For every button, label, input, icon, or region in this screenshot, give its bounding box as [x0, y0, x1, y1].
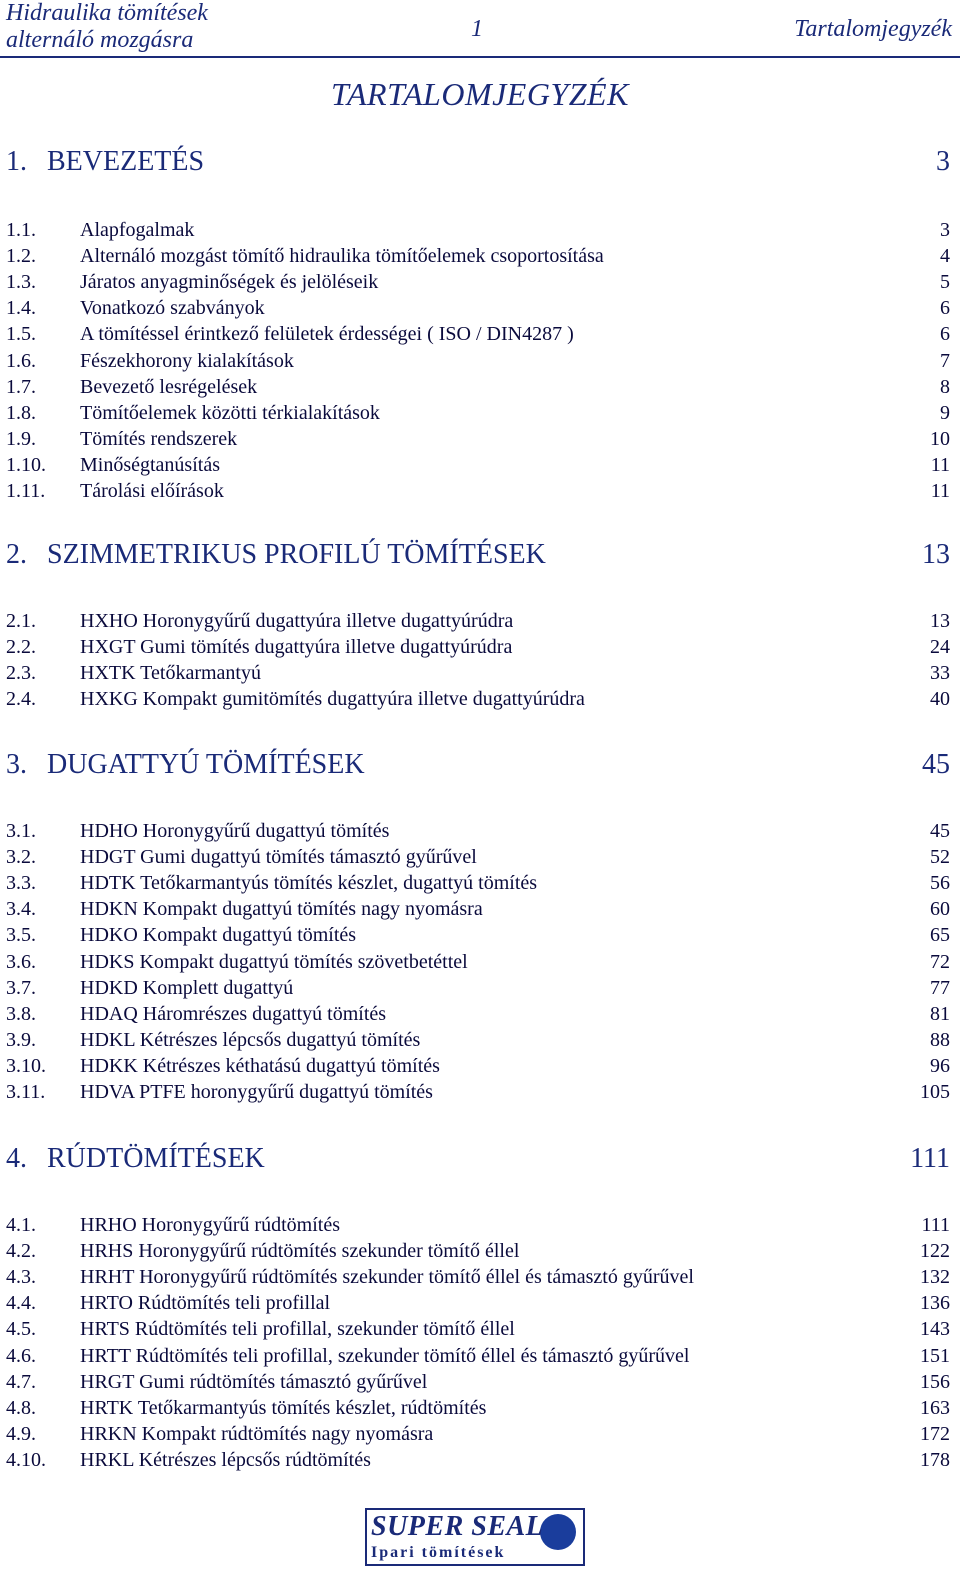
- entry-number: 3.3.: [6, 872, 36, 895]
- toc-entry[interactable]: [6, 1290, 950, 1316]
- logo-brand-text: SUPER SEAL: [371, 1511, 544, 1542]
- entry-page: 88: [930, 1028, 950, 1051]
- entry-page: 52: [930, 846, 950, 869]
- entry-title: HRTS Rúdtömítés teli profillal, szekunder tömítő éllel: [80, 1318, 515, 1341]
- entry-title: Járatos anyagminőségek és jelöléseik: [80, 271, 379, 294]
- entry-page: 3: [940, 219, 950, 241]
- logo-circle-icon: [540, 1514, 576, 1550]
- entry-page: 151: [920, 1344, 950, 1367]
- entry-number: 4.8.: [6, 1396, 36, 1419]
- entry-title: Alapfogalmak: [80, 219, 195, 241]
- toc-entry[interactable]: [6, 1369, 950, 1395]
- entry-page: 132: [920, 1266, 950, 1289]
- entry-number: 4.4.: [6, 1292, 36, 1315]
- entry-title: Vonatkozó szabványok: [80, 297, 265, 320]
- section-page: 45: [922, 749, 950, 780]
- entry-number: 1.8.: [6, 401, 36, 424]
- toc-entry[interactable]: [6, 1395, 950, 1421]
- entry-title: HDKN Kompakt dugattyú tömítés nagy nyomásra: [80, 898, 483, 921]
- toc-entry[interactable]: [6, 660, 950, 686]
- toc-entry[interactable]: [6, 1343, 950, 1369]
- toc-entry[interactable]: [6, 844, 950, 870]
- entry-number: 3.1.: [6, 820, 36, 842]
- entry-page: 65: [930, 924, 950, 947]
- toc-section-1[interactable]: [6, 145, 950, 179]
- entry-number: 3.8.: [6, 1002, 36, 1025]
- section-number: 4.: [6, 1143, 27, 1174]
- entry-page: 60: [930, 898, 950, 921]
- toc-entry[interactable]: [6, 818, 950, 844]
- entry-title: Tömítés rendszerek: [80, 427, 238, 450]
- entry-page: 13: [930, 610, 950, 632]
- entry-page: 81: [930, 1002, 950, 1025]
- section-title: DUGATTYÚ TÖMÍTÉSEK: [47, 749, 365, 780]
- entry-title: HDKK Kétrészes kéthatású dugattyú tömítés: [80, 1054, 440, 1077]
- toc-section-4[interactable]: [6, 1142, 950, 1176]
- entry-title: HDKO Kompakt dugattyú tömítés: [80, 924, 357, 947]
- toc-entry[interactable]: [6, 1001, 950, 1027]
- entry-number: 4.2.: [6, 1240, 36, 1263]
- entry-number: 1.4.: [6, 297, 36, 320]
- toc-section-2[interactable]: [6, 538, 950, 572]
- entry-number: 3.6.: [6, 950, 36, 973]
- entry-page: 77: [930, 976, 950, 999]
- entry-title: Fészekhorony kialakítások: [80, 349, 294, 372]
- entry-number: 1.9.: [6, 427, 36, 450]
- toc-entry[interactable]: [6, 870, 950, 896]
- entry-number: 1.1.: [6, 219, 36, 241]
- toc-entry[interactable]: [6, 686, 950, 712]
- entry-number: 4.3.: [6, 1266, 36, 1289]
- entry-number: 3.11.: [6, 1081, 46, 1103]
- entry-title: Tárolási előírások: [80, 480, 224, 502]
- section-page: 3: [936, 146, 950, 177]
- toc-entry[interactable]: [6, 1027, 950, 1053]
- toc-title: TARTALOMJEGYZÉK: [331, 76, 629, 112]
- super-seal-logo: [365, 1508, 587, 1568]
- entry-page: 143: [920, 1318, 950, 1341]
- toc-entry[interactable]: [6, 1316, 950, 1342]
- entry-number: 3.2.: [6, 846, 36, 869]
- toc-entry[interactable]: [6, 374, 950, 400]
- entry-number: 1.10.: [6, 453, 46, 476]
- section-number: 2.: [6, 539, 27, 570]
- toc-entry[interactable]: [6, 243, 950, 269]
- toc-section-3[interactable]: [6, 748, 950, 782]
- toc-entry[interactable]: [6, 1238, 950, 1264]
- toc-entry[interactable]: [6, 608, 950, 634]
- entry-number: 2.2.: [6, 636, 36, 659]
- entry-title: HDKS Kompakt dugattyú tömítés szövetbetéttel: [80, 950, 468, 973]
- entry-page: 10: [930, 427, 950, 450]
- section-number: 3.: [6, 749, 27, 780]
- entry-page: 4: [940, 245, 950, 268]
- entry-title: Alternáló mozgást tömítő hidraulika tömítőelemek csoportosítása: [80, 245, 604, 268]
- entry-number: 1.11.: [6, 480, 46, 502]
- entry-number: 1.5.: [6, 323, 36, 346]
- toc-entry[interactable]: [6, 217, 950, 243]
- toc-entry[interactable]: [6, 896, 950, 922]
- entry-title: HXTK Tetőkarmantyú: [80, 662, 261, 685]
- entry-title: HRHO Horonygyűrű rúdtömítés: [80, 1214, 340, 1236]
- entry-number: 1.6.: [6, 349, 36, 372]
- entry-number: 3.9.: [6, 1028, 36, 1051]
- entry-number: 2.1.: [6, 610, 36, 632]
- entry-page: 11: [930, 453, 950, 476]
- entry-number: 3.10.: [6, 1054, 46, 1077]
- header-document-title: [6, 0, 208, 54]
- toc-entry[interactable]: [6, 426, 950, 452]
- toc-entry[interactable]: [6, 634, 950, 660]
- entry-title: Tömítőelemek közötti térkialakítások: [80, 401, 380, 424]
- toc-entry[interactable]: [6, 1447, 950, 1473]
- entry-title: HRTT Rúdtömítés teli profillal, szekunder tömítő éllel és támasztó gyűrűvel: [80, 1344, 690, 1367]
- entry-number: 4.1.: [6, 1214, 36, 1236]
- entry-title: Bevezető lesrégelések: [80, 375, 258, 398]
- entry-title: HXHO Horonygyűrű dugattyúra illetve dugattyúrúdra: [80, 610, 514, 632]
- entry-number: 3.5.: [6, 924, 36, 947]
- entry-title: HDAQ Háromrészes dugattyú tömítés: [80, 1002, 387, 1025]
- entry-page: 9: [940, 401, 950, 424]
- entry-number: 4.9.: [6, 1422, 36, 1445]
- entry-page: 40: [930, 688, 950, 711]
- header-title-line1: Hidraulika tömítések: [6, 0, 208, 26]
- entry-title: A tömítéssel érintkező felületek érdességei ( ISO / DIN4287 ): [80, 323, 574, 346]
- entry-page: 163: [920, 1396, 950, 1419]
- entry-number: 4.10.: [6, 1448, 46, 1471]
- entry-title: HDVA PTFE horonygyűrű dugattyú tömítés: [80, 1081, 433, 1103]
- toc-entry[interactable]: [6, 949, 950, 975]
- section-page: 111: [910, 1143, 950, 1174]
- entry-title: HDGT Gumi dugattyú tömítés támasztó gyűrűvel: [80, 846, 477, 869]
- toc-entry[interactable]: [6, 1053, 950, 1079]
- entry-title: HRTO Rúdtömítés teli profillal: [80, 1292, 331, 1315]
- toc-entry[interactable]: [6, 269, 950, 295]
- entry-title: HRHT Horonygyűrű rúdtömítés szekunder tömítő éllel és támasztó gyűrűvel: [80, 1266, 694, 1289]
- toc-entry[interactable]: [6, 1264, 950, 1290]
- entry-number: 4.5.: [6, 1318, 36, 1341]
- entry-page: 56: [930, 872, 950, 895]
- entry-title: HXGT Gumi tömítés dugattyúra illetve dugattyúrúdra: [80, 636, 513, 659]
- entry-number: 4.7.: [6, 1370, 36, 1393]
- toc-entry[interactable]: [6, 321, 950, 347]
- page-header: [0, 0, 960, 58]
- toc-entry[interactable]: [6, 1421, 950, 1447]
- entry-number: 3.4.: [6, 898, 36, 921]
- entry-number: 4.6.: [6, 1344, 36, 1367]
- entry-title: HRKN Kompakt rúdtömítés nagy nyomásra: [80, 1422, 434, 1445]
- entry-page: 11: [930, 480, 950, 502]
- entry-page: 7: [940, 349, 950, 372]
- entry-page: 178: [920, 1448, 950, 1471]
- toc-entry[interactable]: [6, 1079, 950, 1105]
- header-section-name: Tartalomjegyzék: [794, 16, 952, 42]
- section-number: 1.: [6, 146, 27, 177]
- toc-entry[interactable]: [6, 400, 950, 426]
- entry-page: 172: [920, 1422, 950, 1445]
- header-title-line2: alternáló mozgásra: [6, 27, 194, 53]
- entry-title: HXKG Kompakt gumitömítés dugattyúra illetve dugattyúrúdra: [80, 688, 585, 711]
- entry-page: 45: [930, 820, 950, 842]
- entry-page: 105: [920, 1081, 950, 1103]
- entry-page: 96: [930, 1054, 950, 1077]
- toc-entry[interactable]: [6, 478, 950, 504]
- entry-number: 1.7.: [6, 375, 36, 398]
- entry-page: 72: [930, 950, 950, 973]
- toc-entry[interactable]: [6, 1212, 950, 1238]
- entry-page: 33: [930, 662, 950, 685]
- header-page-number: 1: [471, 16, 483, 42]
- entry-number: 2.4.: [6, 688, 36, 711]
- entry-number: 1.2.: [6, 245, 36, 268]
- entry-page: 24: [930, 636, 950, 659]
- entry-page: 6: [940, 297, 950, 320]
- entry-page: 156: [920, 1370, 950, 1393]
- entry-page: 8: [940, 375, 950, 398]
- section-page: 13: [922, 539, 950, 570]
- entry-title: Minőségtanúsítás: [80, 453, 220, 476]
- section-title: RÚDTÖMÍTÉSEK: [47, 1143, 265, 1174]
- entry-page: 6: [940, 323, 950, 346]
- entry-number: 1.3.: [6, 271, 36, 294]
- toc-entry[interactable]: [6, 452, 950, 478]
- entry-title: HDKL Kétrészes lépcsős dugattyú tömítés: [80, 1028, 421, 1051]
- toc-entry[interactable]: [6, 348, 950, 374]
- entry-page: 5: [940, 271, 950, 294]
- entry-title: HRGT Gumi rúdtömítés támasztó gyűrűvel: [80, 1370, 428, 1393]
- entry-title: HRKL Kétrészes lépcsős rúdtömítés: [80, 1448, 371, 1471]
- entry-page: 122: [920, 1240, 950, 1263]
- entry-page: 111: [921, 1214, 950, 1236]
- entry-page: 136: [920, 1292, 950, 1315]
- section-title: SZIMMETRIKUS PROFILÚ TÖMÍTÉSEK: [47, 539, 546, 570]
- entry-title: HRHS Horonygyűrű rúdtömítés szekunder tömítő éllel: [80, 1240, 520, 1263]
- entry-title: HRTK Tetőkarmantyús tömítés készlet, rúdtömítés: [80, 1396, 487, 1419]
- logo-tagline: Ipari tömítések: [371, 1544, 506, 1561]
- entry-number: 3.7.: [6, 976, 36, 999]
- section-title: BEVEZETÉS: [47, 146, 205, 177]
- toc-entry[interactable]: [6, 922, 950, 948]
- entry-title: HDKD Komplett dugattyú: [80, 976, 294, 999]
- entry-number: 2.3.: [6, 662, 36, 685]
- toc-entry[interactable]: [6, 975, 950, 1001]
- toc-entry[interactable]: [6, 295, 950, 321]
- entry-title: HDTK Tetőkarmantyús tömítés készlet, dugattyú tömítés: [80, 872, 538, 895]
- entry-title: HDHO Horonygyűrű dugattyú tömítés: [80, 820, 390, 842]
